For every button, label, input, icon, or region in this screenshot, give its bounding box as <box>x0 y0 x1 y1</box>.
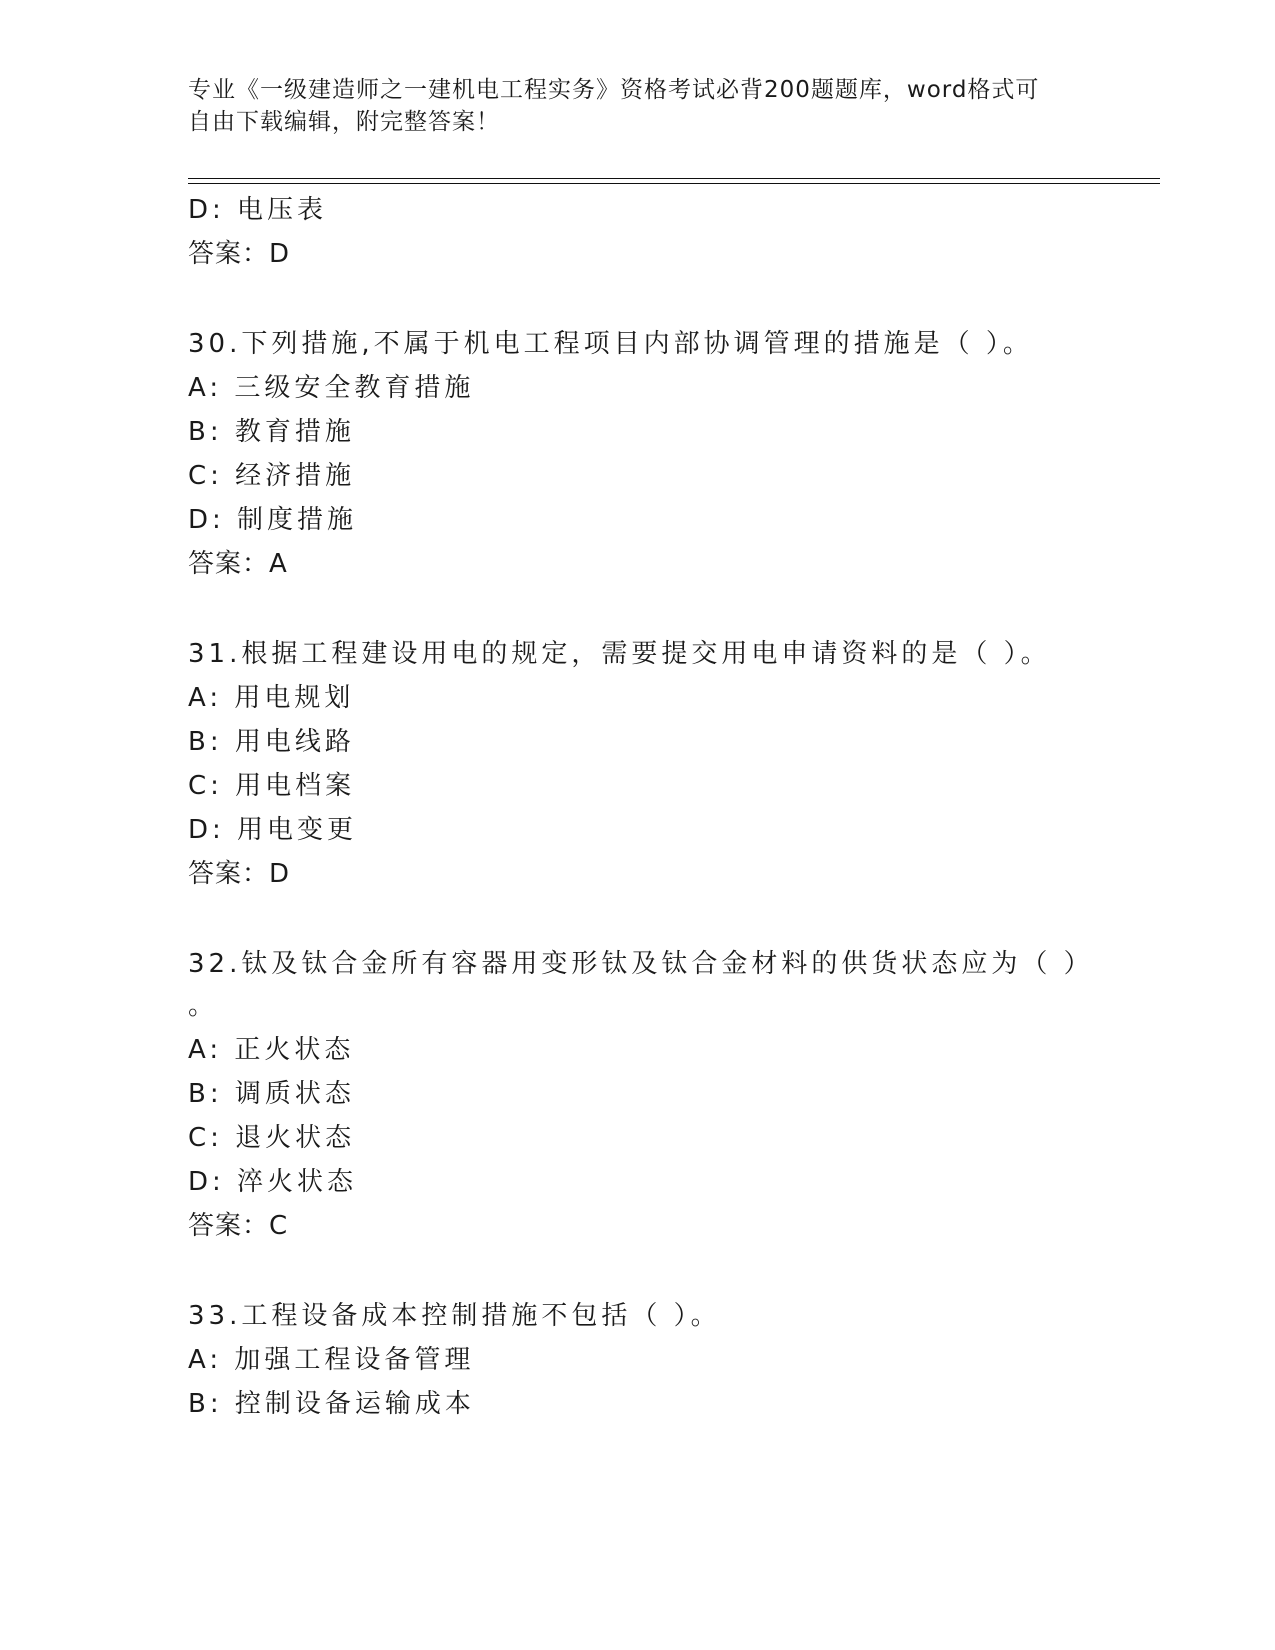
header-divider-bottom <box>188 183 1160 184</box>
header-divider-top <box>188 178 1160 179</box>
answer-line: 答案：D <box>188 239 291 269</box>
document-header <box>188 74 1088 138</box>
option-a: A: 用电规划 <box>188 683 355 713</box>
option-b: B: 教育措施 <box>188 417 355 447</box>
option-c: C: 经济措施 <box>188 461 356 491</box>
question-title-continuation: 。 <box>188 991 219 1021</box>
answer-line: 答案：D <box>188 859 291 889</box>
header-line-1: 专业《一级建造师之一建机电工程实务》资格考试必背200题题库，word格式可 <box>188 77 1040 103</box>
option-a: A: 正火状态 <box>188 1035 355 1065</box>
option-a: A: 加强工程设备管理 <box>188 1345 475 1375</box>
question-title: 31.根据工程建设用电的规定，需要提交用电申请资料的是（ ）。 <box>188 639 1051 669</box>
option-c: C: 用电档案 <box>188 771 356 801</box>
question-title: 32.钛及钛合金所有容器用变形钛及钛合金材料的供货状态应为（ ） <box>188 949 1094 979</box>
answer-line: 答案：C <box>188 1211 289 1241</box>
option-b: B: 用电线路 <box>188 727 355 757</box>
answer-line: 答案：A <box>188 549 288 579</box>
question-title: 33.工程设备成本控制措施不包括（ ）。 <box>188 1301 721 1331</box>
option-c: C: 退火状态 <box>188 1123 356 1153</box>
option-d: D: 用电变更 <box>188 815 358 845</box>
option-d: D: 制度措施 <box>188 505 358 535</box>
header-line-2: 自由下载编辑，附完整答案！ <box>188 109 500 135</box>
option-d: D: 淬火状态 <box>188 1167 358 1197</box>
option-b: B: 调质状态 <box>188 1079 355 1109</box>
option-a: A: 三级安全教育措施 <box>188 373 475 403</box>
option-d: D: 电压表 <box>188 195 328 225</box>
question-title: 30.下列措施,不属于机电工程项目内部协调管理的措施是（ ）。 <box>188 329 1033 359</box>
option-b: B: 控制设备运输成本 <box>188 1389 475 1419</box>
